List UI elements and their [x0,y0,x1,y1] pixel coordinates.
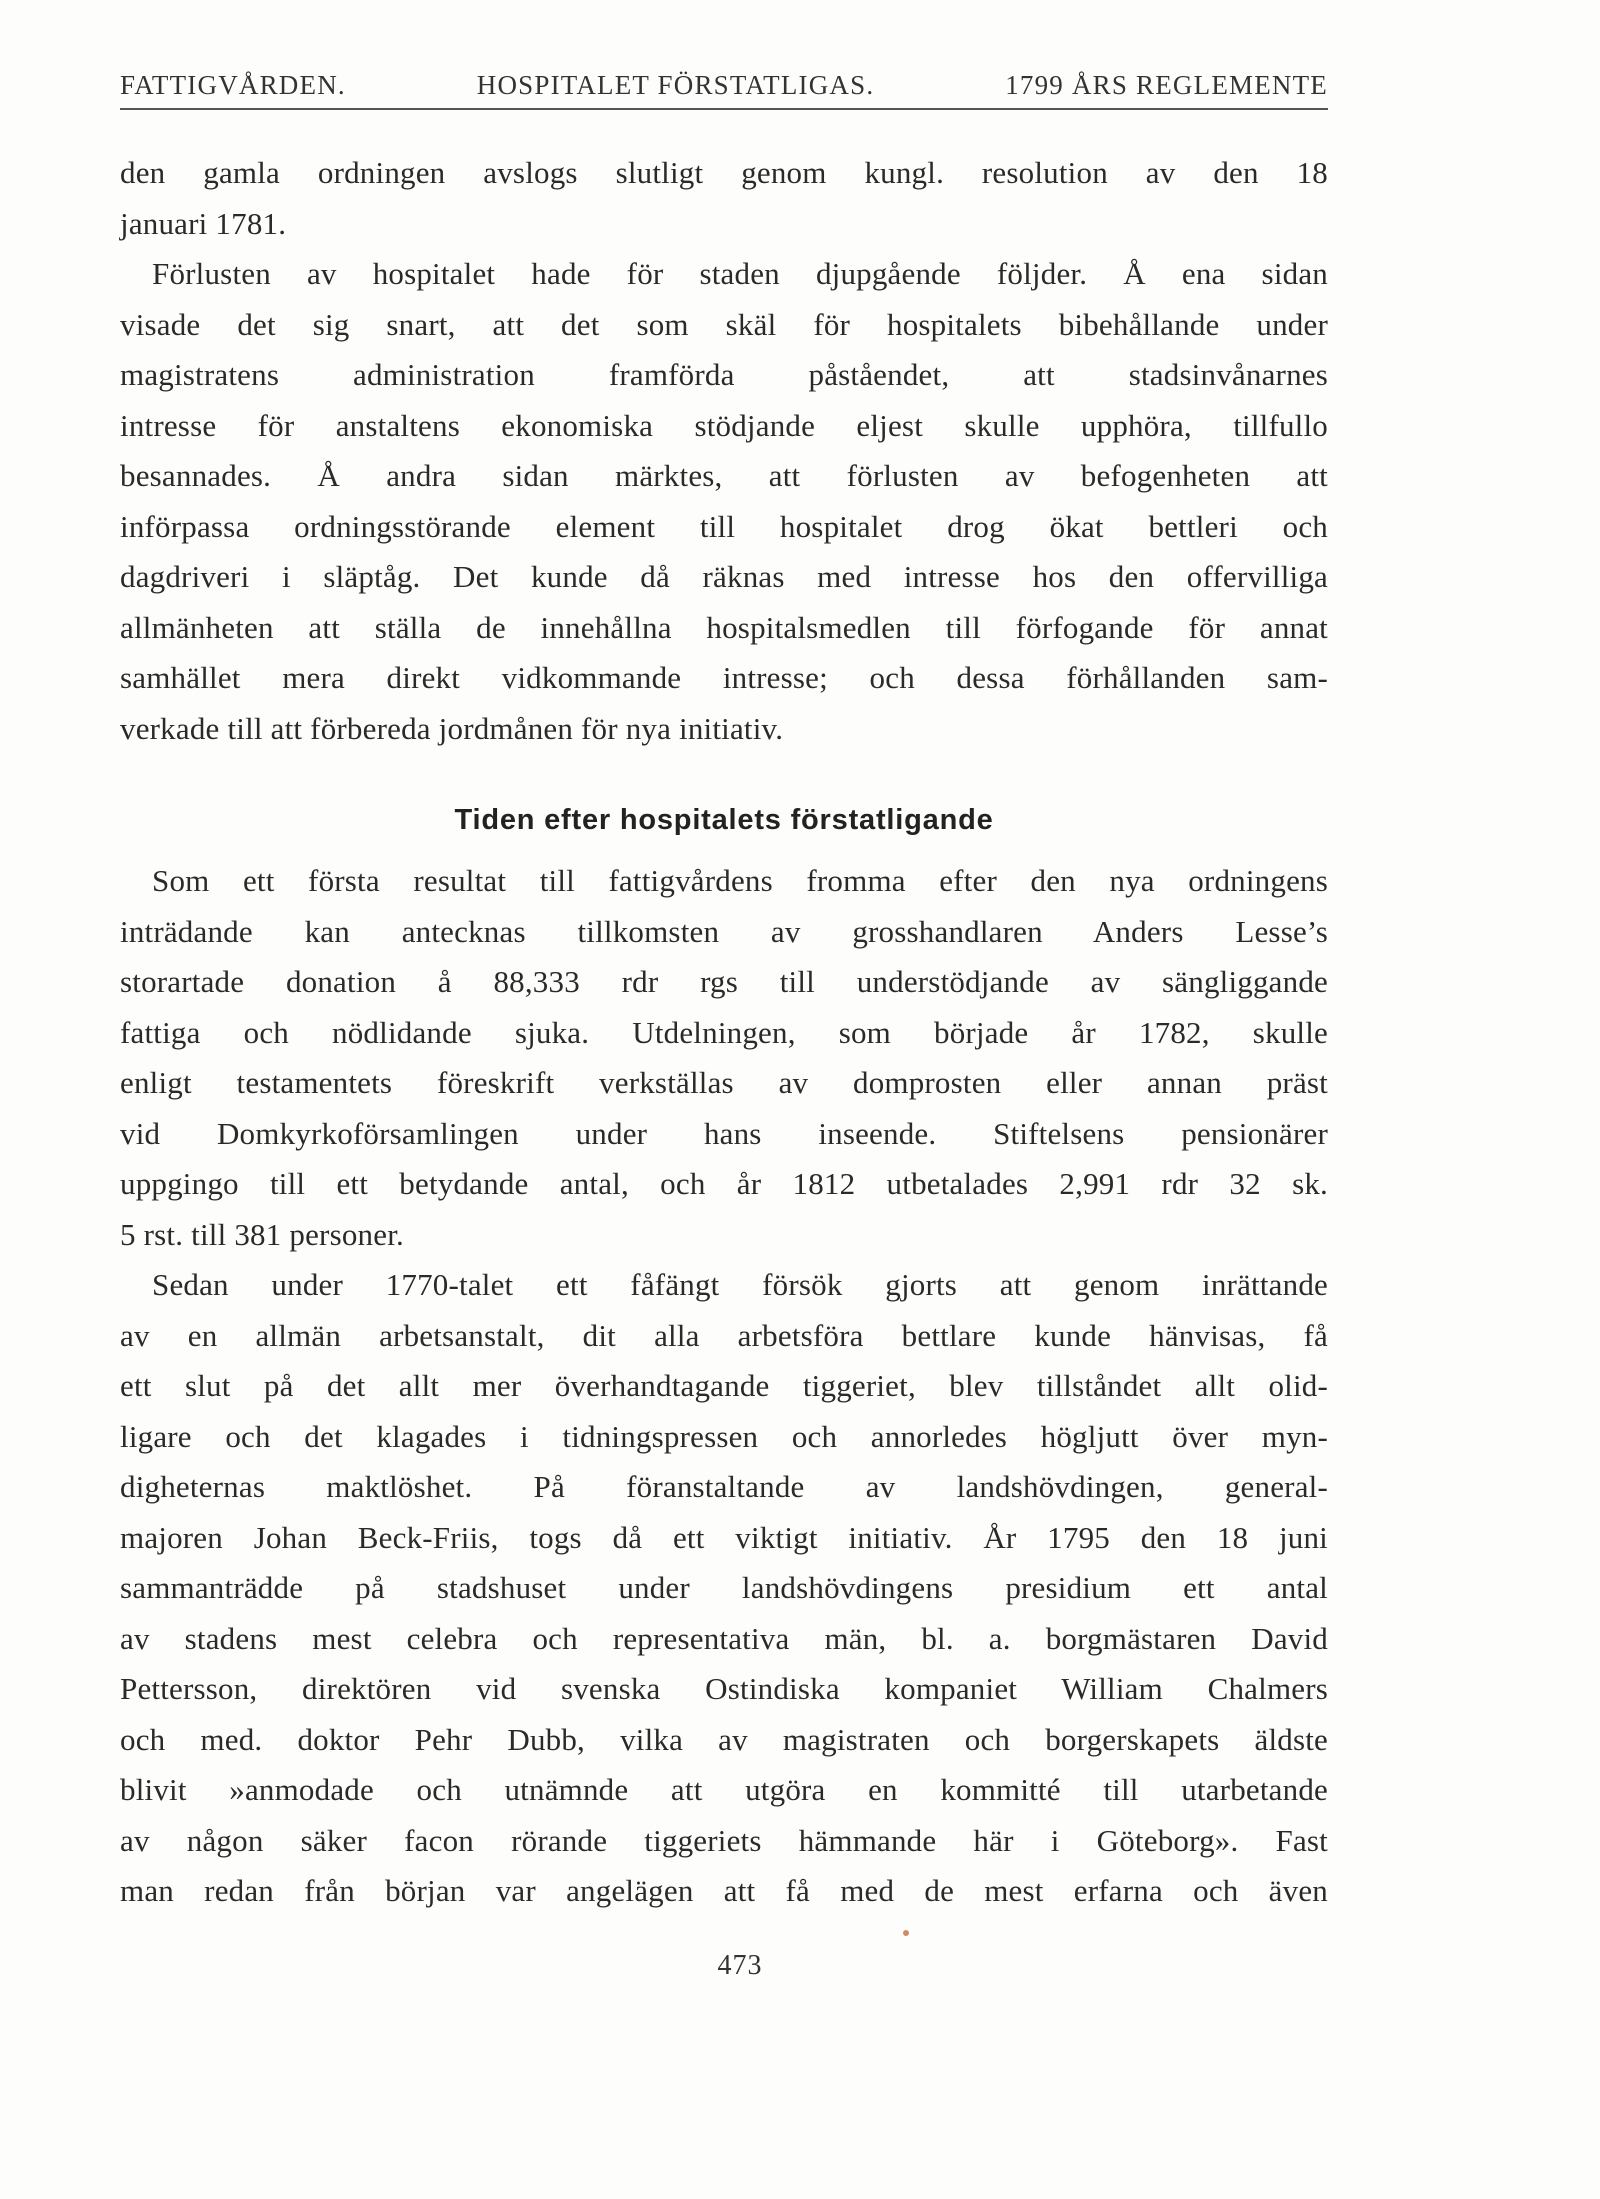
text-line: vid Domkyrkoförsamlingen under hans inseende. Stiftelsens pensionärer [120,1115,1328,1151]
text-line: sammanträdde på stadshuset under landshövdingens presidium ett antal [120,1570,1328,1605]
text-line: den gamla ordningen avslogs slutligt genom kungl. resolution av den 18 [120,155,1328,190]
text-line: av stadens mest celebra och representativa män, bl. a. borgmästaren David [120,1620,1328,1656]
running-head [120,70,1328,101]
running-head-left: FATTIGVÅRDEN. [120,70,346,100]
text-line: intresse för anstaltens ekonomiska stödjande eljest skulle upphöra, tillfullo [120,407,1328,443]
body-text-bottom [120,856,1328,1917]
text-line: Pettersson, direktören vid svenska Ostindiska kompaniet William Chalmers [120,1671,1328,1706]
body-text-top [120,148,1328,754]
text-line: och med. doktor Pehr Dubb, vilka av magistraten och borgerskapets äldste [120,1721,1328,1757]
text-line: ett slut på det allt mer överhandtagande tiggeriet, blev tillståndet allt olid- [120,1368,1328,1403]
text-line: fattiga och nödlidande sjuka. Utdelningen, som började år 1782, skulle [120,1014,1328,1050]
text-line: allmänheten att ställa de innehållna hospitalsmedlen till förfogande för annat [120,609,1328,645]
text-line: storartade donation å 88,333 rdr rgs till understödjande av sängliggande [120,964,1328,999]
text-line: 5 rst. till 381 personer. [120,1216,404,1252]
text-line: Sedan under 1770-talet ett fåfängt försök gjorts att genom inrättande [152,1267,1328,1302]
text-line: enligt testamentets föreskrift verkställas av domprosten eller annan präst [120,1065,1328,1100]
ink-speck [903,1930,909,1936]
text-line: man redan från början var angelägen att få med de mest erfarna och även [120,1873,1328,1908]
text-line: verkade till att förbereda jordmånen för nya initiativ. [120,710,784,746]
text-line: magistratens administration framförda påståendet, att stadsinvånarnes [120,357,1328,392]
section-heading: Tiden efter hospitalets förstatligande [454,804,994,836]
text-line: Förlusten av hospitalet hade för staden djupgående följder. Å ena sidan [152,256,1328,291]
text-line: blivit »anmodade och utnämnde att utgöra en kommitté till utarbetande [120,1772,1328,1807]
text-line: av någon säker facon rörande tiggeriets hämmande här i Göteborg». Fast [120,1822,1328,1858]
text-line: dagdriveri i släptåg. Det kunde då räknas med intresse hos den offervilliga [120,559,1328,594]
text-line: januari 1781. [120,205,287,241]
text-line: besannades. Å andra sidan märktes, att förlusten av befogenheten att [120,458,1328,493]
running-head-right: 1799 ÅRS REGLEMENTE [1005,70,1328,100]
text-line: majoren Johan Beck-Friis, togs då ett viktigt initiativ. År 1795 den 18 juni [120,1519,1328,1555]
page-number: 473 [717,1950,763,1981]
header-rule [120,108,1328,110]
text-line: av en allmän arbetsanstalt, dit alla arbetsföra bettlare kunde hänvisas, få [120,1317,1328,1353]
text-line: ligare och det klagades i tidningspressen och annorledes högljutt över myn- [120,1418,1328,1454]
text-line: visade det sig snart, att det som skäl för hospitalets bibehållande under [120,306,1328,342]
text-line: Som ett första resultat till fattigvårdens fromma efter den nya ordningens [152,863,1328,898]
text-line: inträdande kan antecknas tillkomsten av grosshandlaren Anders Lesse’s [120,913,1328,949]
running-head-center: HOSPITALET FÖRSTATLIGAS. [476,70,875,100]
text-line: uppgingo till ett betydande antal, och år 1812 utbetalades 2,991 rdr 32 sk. [120,1166,1328,1201]
text-line: samhället mera direkt vidkommande intresse; och dessa förhållanden sam- [120,660,1328,695]
text-line: införpassa ordningsstörande element till hospitalet drog ökat bettleri och [120,508,1328,544]
text-line: digheternas maktlöshet. På föranstaltande av landshövdingen, general- [120,1469,1328,1504]
